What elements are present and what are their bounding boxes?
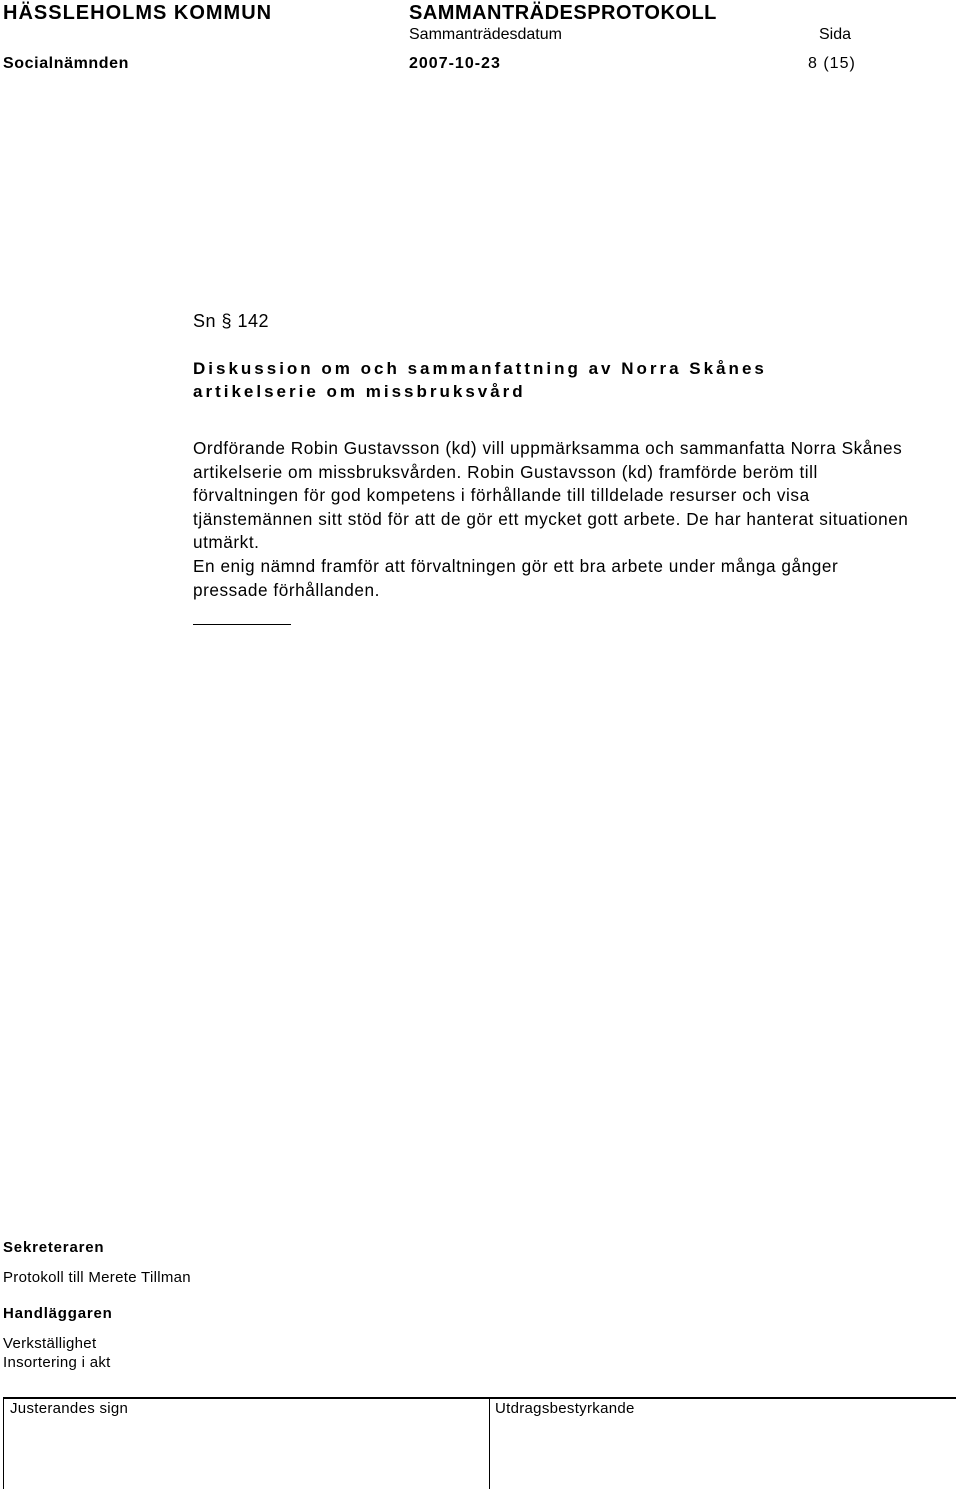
adjuster-signature-label: Justerandes sign: [10, 1400, 129, 1417]
signature-divider: [489, 1397, 490, 1489]
handler-heading: Handläggaren: [3, 1305, 113, 1322]
org-name: HÄSSLEHOLMS KOMMUN: [3, 2, 273, 24]
extract-certification-label: Utdragsbestyrkande: [495, 1400, 635, 1417]
distribution-item: Insortering i akt: [3, 1354, 111, 1371]
body-paragraph: En enig nämnd framför att förvaltningen gör ett bra arbete under många gånger pressade förhållanden.: [193, 555, 839, 600]
signature-box: [3, 1397, 956, 1489]
committee-name: Socialnämnden: [3, 55, 130, 72]
paragraph-number: Sn § 142: [193, 311, 270, 331]
distribution-item: Verkställighet: [3, 1335, 97, 1352]
section-title: Diskussion om och sammanfattning av Norra Skånes artikelserie om missbruksvård: [193, 359, 767, 401]
distribution-item: Protokoll till Merete Tillman: [3, 1269, 191, 1286]
page-label: Sida: [819, 26, 852, 43]
section-body: [193, 437, 913, 602]
page-number: 8 (15): [808, 55, 856, 72]
meeting-date-label: Sammanträdesdatum: [409, 26, 562, 43]
document-type: SAMMANTRÄDESPROTOKOLL: [409, 2, 717, 24]
secretary-heading: Sekreteraren: [3, 1239, 105, 1256]
body-paragraph: Ordförande Robin Gustavsson (kd) vill uppmärksamma och sammanfatta Norra Skånes artikelserie om missbruksvården. Robin Gustavsson (kd) framförde beröm till förvaltningen för god kompetens i förhållande till tilldelade resurser och visa tjänstemännen sitt stöd för att de gör ett mycket gott arbete. De har hanterat situationen utmärkt.: [193, 438, 909, 553]
meeting-date: 2007-10-23: [409, 55, 501, 72]
section-end-rule: [193, 624, 291, 625]
